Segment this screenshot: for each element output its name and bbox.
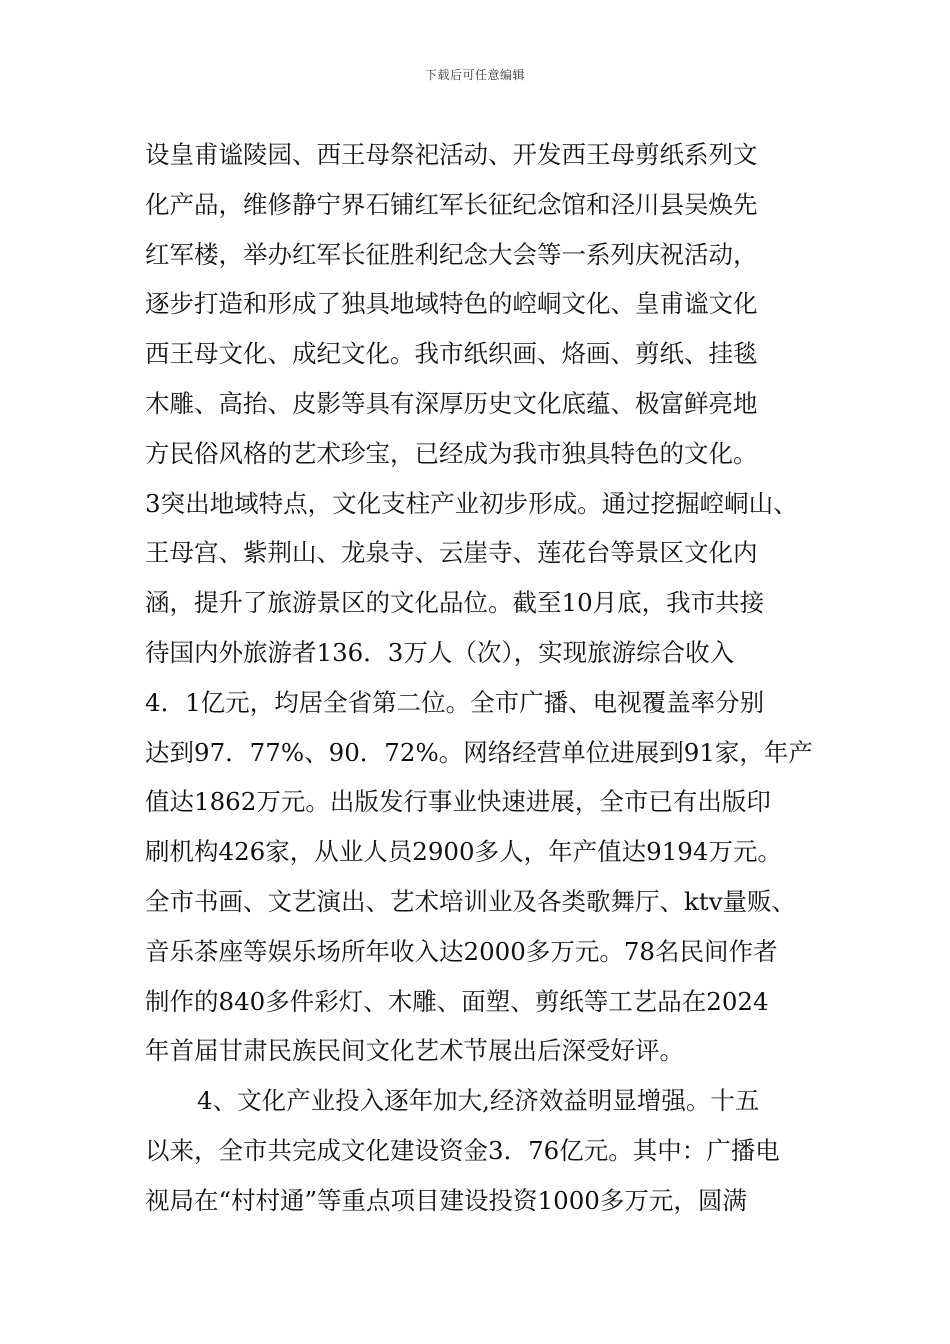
text-line: 待国内外旅游者136．3万人（次），实现旅游综合收入 <box>145 637 735 667</box>
text-line: 刷机构426家，从业人员2900多人，年产值达9194万元。 <box>145 837 782 867</box>
text-line: 音乐茶座等娱乐场所年收入达2000多万元。78名民间作者 <box>145 936 778 966</box>
text-line: 全市书画、文艺演出、艺术培训业及各类歌舞厅、ktv量贩、 <box>145 886 797 916</box>
text-line: 3突出地域特点，文化支柱产业初步形成。通过挖掘崆峒山、 <box>145 488 798 518</box>
text-line: 设皇甫谧陵园、西王母祭祀活动、开发西王母剪纸系列文 <box>145 140 758 169</box>
text-line: 涵，提升了旅游景区的文化品位。截至10月底，我市共接 <box>145 588 765 618</box>
text-line: 王母宫、紫荆山、龙泉寺、云崖寺、莲花台等景区文化内 <box>145 538 758 568</box>
text-line: 制作的840多件彩灯、木雕、面塑、剪纸等工艺品在2024 <box>145 986 769 1016</box>
text-line: 达到97．77%、90．72%。网络经营单位进展到91家，年产 <box>145 737 813 767</box>
text-line: 值达1862万元。出版发行事业快速进展，全市已有出版印 <box>145 787 771 817</box>
text-line: 西王母文化、成纪文化。我市纸织画、烙画、剪纸、挂毯 <box>145 339 758 369</box>
page-header: 下载后可任意编辑 <box>424 68 525 82</box>
text-line: 化产品，维修静宁界石铺红军长征纪念馆和泾川县吴焕先 <box>145 189 758 219</box>
text-line: 方民俗风格的艺术珍宝，已经成为我市独具特色的文化。 <box>145 438 758 468</box>
text-line: 视局在“村村通”等重点项目建设投资1000多万元，圆满 <box>145 1185 747 1215</box>
text-line: 木雕、高抬、皮影等具有深厚历史文化底蕴、极富鲜亮地 <box>145 388 758 418</box>
text-line: 4．1亿元，均居全省第二位。全市广播、电视覆盖率分别 <box>145 687 765 717</box>
document-body <box>145 130 835 1226</box>
text-line: 逐步打造和形成了独具地域特色的崆峒文化、皇甫谧文化 <box>145 289 758 319</box>
text-line: 4、文化产业投入逐年加大,经济效益明显增强。十五 <box>197 1086 760 1116</box>
text-line: 以来，全市共完成文化建设资金3．76亿元。其中：广播电 <box>145 1135 780 1165</box>
text-line: 年首届甘肃民族民间文化艺术节展出后深受好评。 <box>145 1036 684 1066</box>
text-line: 红军楼，举办红军长征胜利纪念大会等一系列庆祝活动， <box>145 239 758 269</box>
